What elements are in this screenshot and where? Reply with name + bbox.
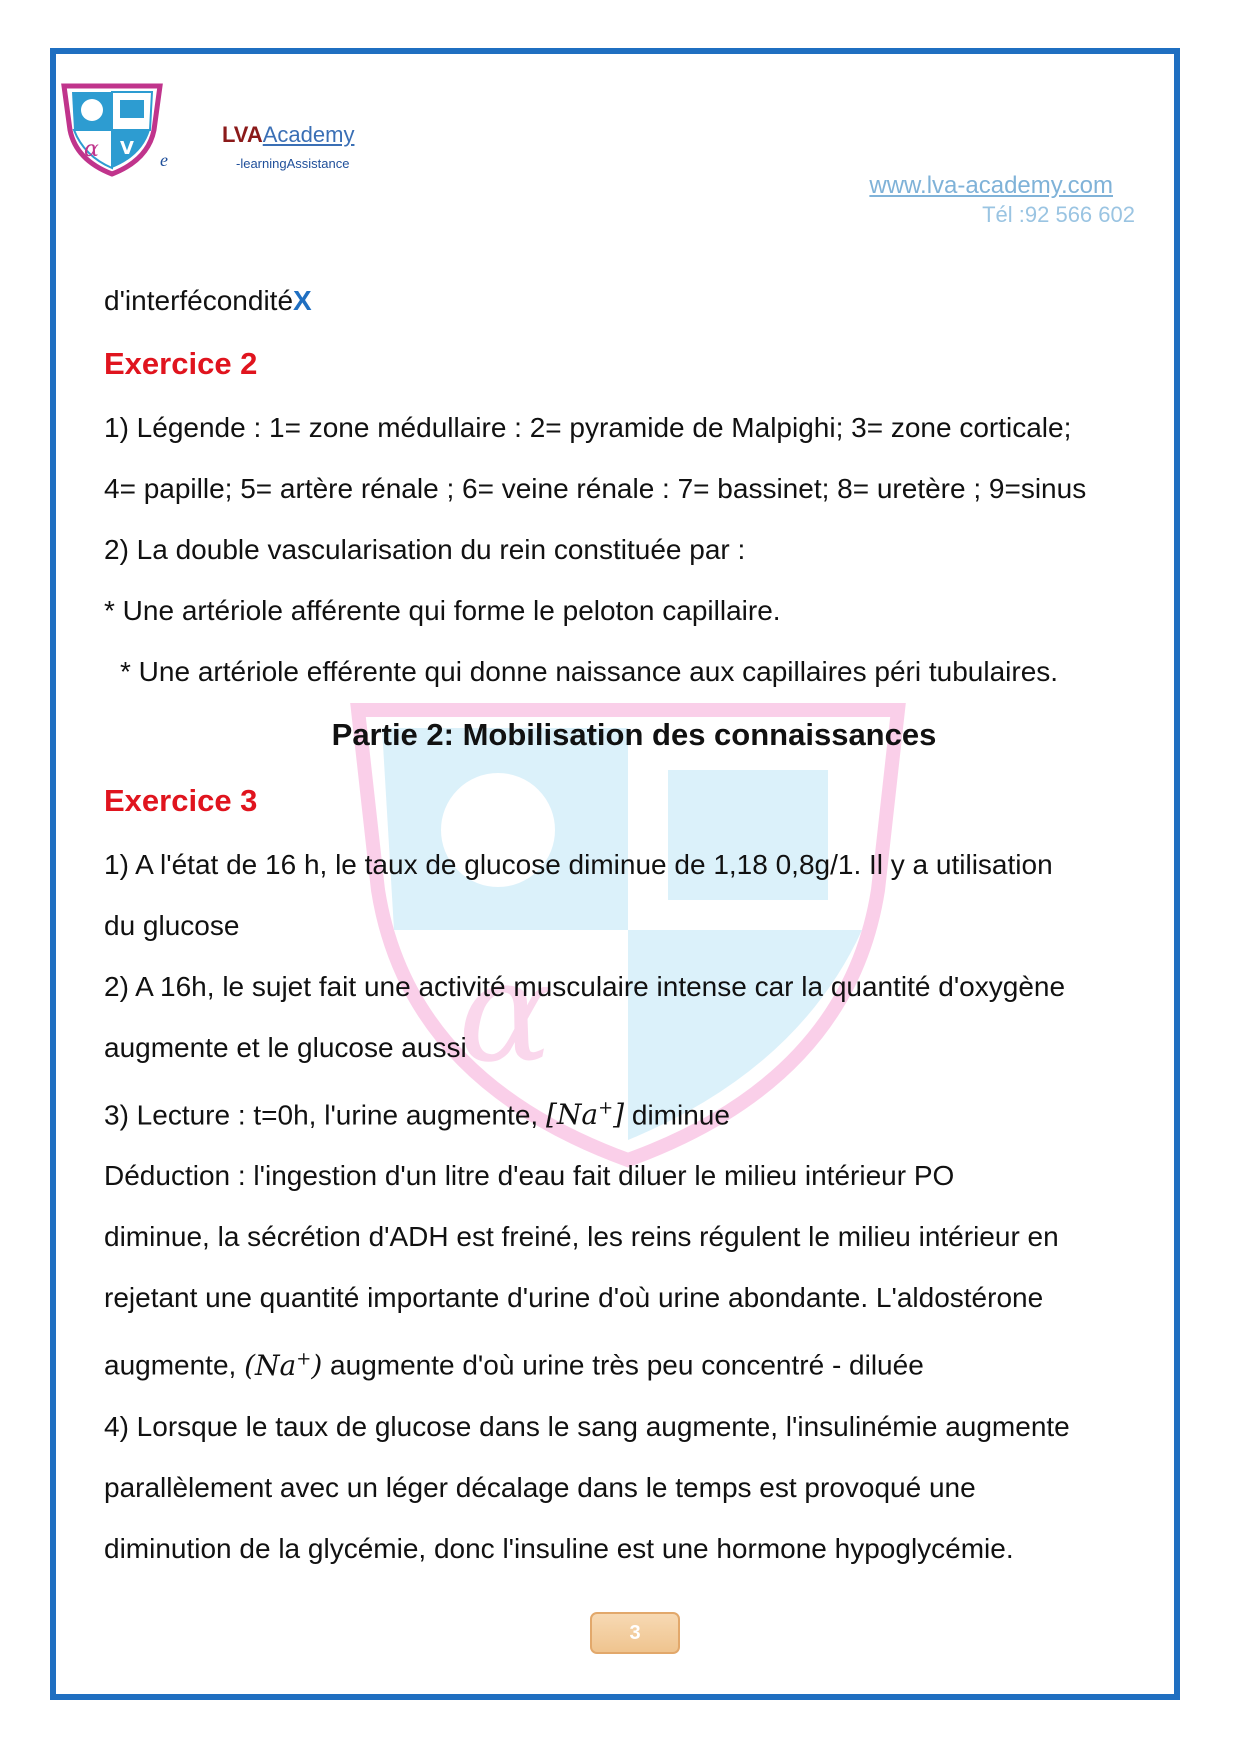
text-line: 1) Légende : 1= zone médullaire : 2= pyramide de Malpighi; 3= zone corticale;	[104, 412, 1072, 443]
text-fragment: augmente d'où urine très peu concentré - diluée	[322, 1349, 924, 1381]
page-content	[104, 270, 1164, 1579]
text-line	[104, 270, 1164, 331]
part-2-heading: Partie 2: Mobilisation des connaissances	[331, 717, 937, 752]
text-line	[104, 1328, 1164, 1395]
text-line: diminue, la sécrétion d'ADH est freiné, les reins régulent le milieu intérieur en	[104, 1221, 1059, 1253]
text-line: parallèlement avec un léger décalage dans le temps est provoqué une	[104, 1471, 976, 1503]
text-line	[104, 1078, 1164, 1145]
math-na-ion	[546, 1098, 624, 1131]
brand-tagline: -learningAssistance	[236, 156, 350, 171]
brand-lva: LVA	[222, 122, 263, 147]
lva-academy-logo	[58, 80, 166, 178]
text-line: rejetant une quantité importante d'urine d'où urine abondante. L'aldostérone	[104, 1282, 1044, 1314]
website-link[interactable]: www.lva-academy.com	[869, 172, 1113, 199]
text-line: 4= papille; 5= artère rénale ; 6= veine rénale : 7= bassinet; 8= uretère ; 9=sinus	[104, 473, 1087, 504]
text-line: du glucose	[104, 910, 240, 941]
brand-name	[222, 122, 354, 148]
text-fragment: diminue	[624, 1099, 730, 1131]
math-text: ]	[613, 1098, 625, 1132]
exercise-2-heading: Exercice 2	[104, 346, 258, 381]
math-text: )	[311, 1348, 323, 1382]
text-line: 1) A l'état de 16 h, le taux de glucose diminue de 1,18 0,8g/1. Il y a utilisation	[104, 849, 1053, 880]
text-fragment: d'interfécondité	[104, 285, 294, 316]
math-text: [Na	[545, 1098, 599, 1132]
text-line: * Une artériole afférente qui forme le peloton capillaire.	[104, 595, 781, 626]
text-fragment: augmente,	[104, 1349, 245, 1381]
math-na-ion	[244, 1349, 322, 1382]
phone-number: Tél :92 566 602	[982, 202, 1135, 227]
page-number: 3	[590, 1612, 680, 1654]
mark-x: X	[293, 285, 312, 316]
text-fragment: 3) Lecture : t=0h, l'urine augmente,	[104, 1099, 546, 1131]
math-superscript: +	[296, 1348, 312, 1370]
svg-text:V: V	[120, 138, 134, 159]
math-superscript: +	[598, 1098, 614, 1119]
text-line: Déduction : l'ingestion d'un litre d'eau fait diluer le milieu intérieur PO	[104, 1160, 955, 1192]
exercise-3-heading: Exercice 3	[104, 783, 258, 818]
svg-text:α: α	[84, 137, 99, 162]
svg-text:α: α	[458, 931, 553, 1094]
brand-academy: Academy	[262, 122, 355, 147]
text-line: augmente et le glucose aussi	[104, 1032, 467, 1063]
logo-e-letter: e	[160, 150, 168, 170]
math-text: (Na	[244, 1348, 297, 1382]
text-line: 4) Lorsque le taux de glucose dans le sang augmente, l'insulinémie augmente	[104, 1410, 1070, 1442]
text-line: diminution de la glycémie, donc l'insuline est une hormone hypoglycémie.	[104, 1532, 1014, 1564]
text-line: 2) A 16h, le sujet fait une activité musculaire intense car la quantité d'oxygène	[104, 971, 1066, 1002]
text-line: * Une artériole efférente qui donne naissance aux capillaires péri tubulaires.	[120, 656, 1059, 687]
text-line: 2) La double vascularisation du rein constituée par :	[104, 534, 746, 565]
